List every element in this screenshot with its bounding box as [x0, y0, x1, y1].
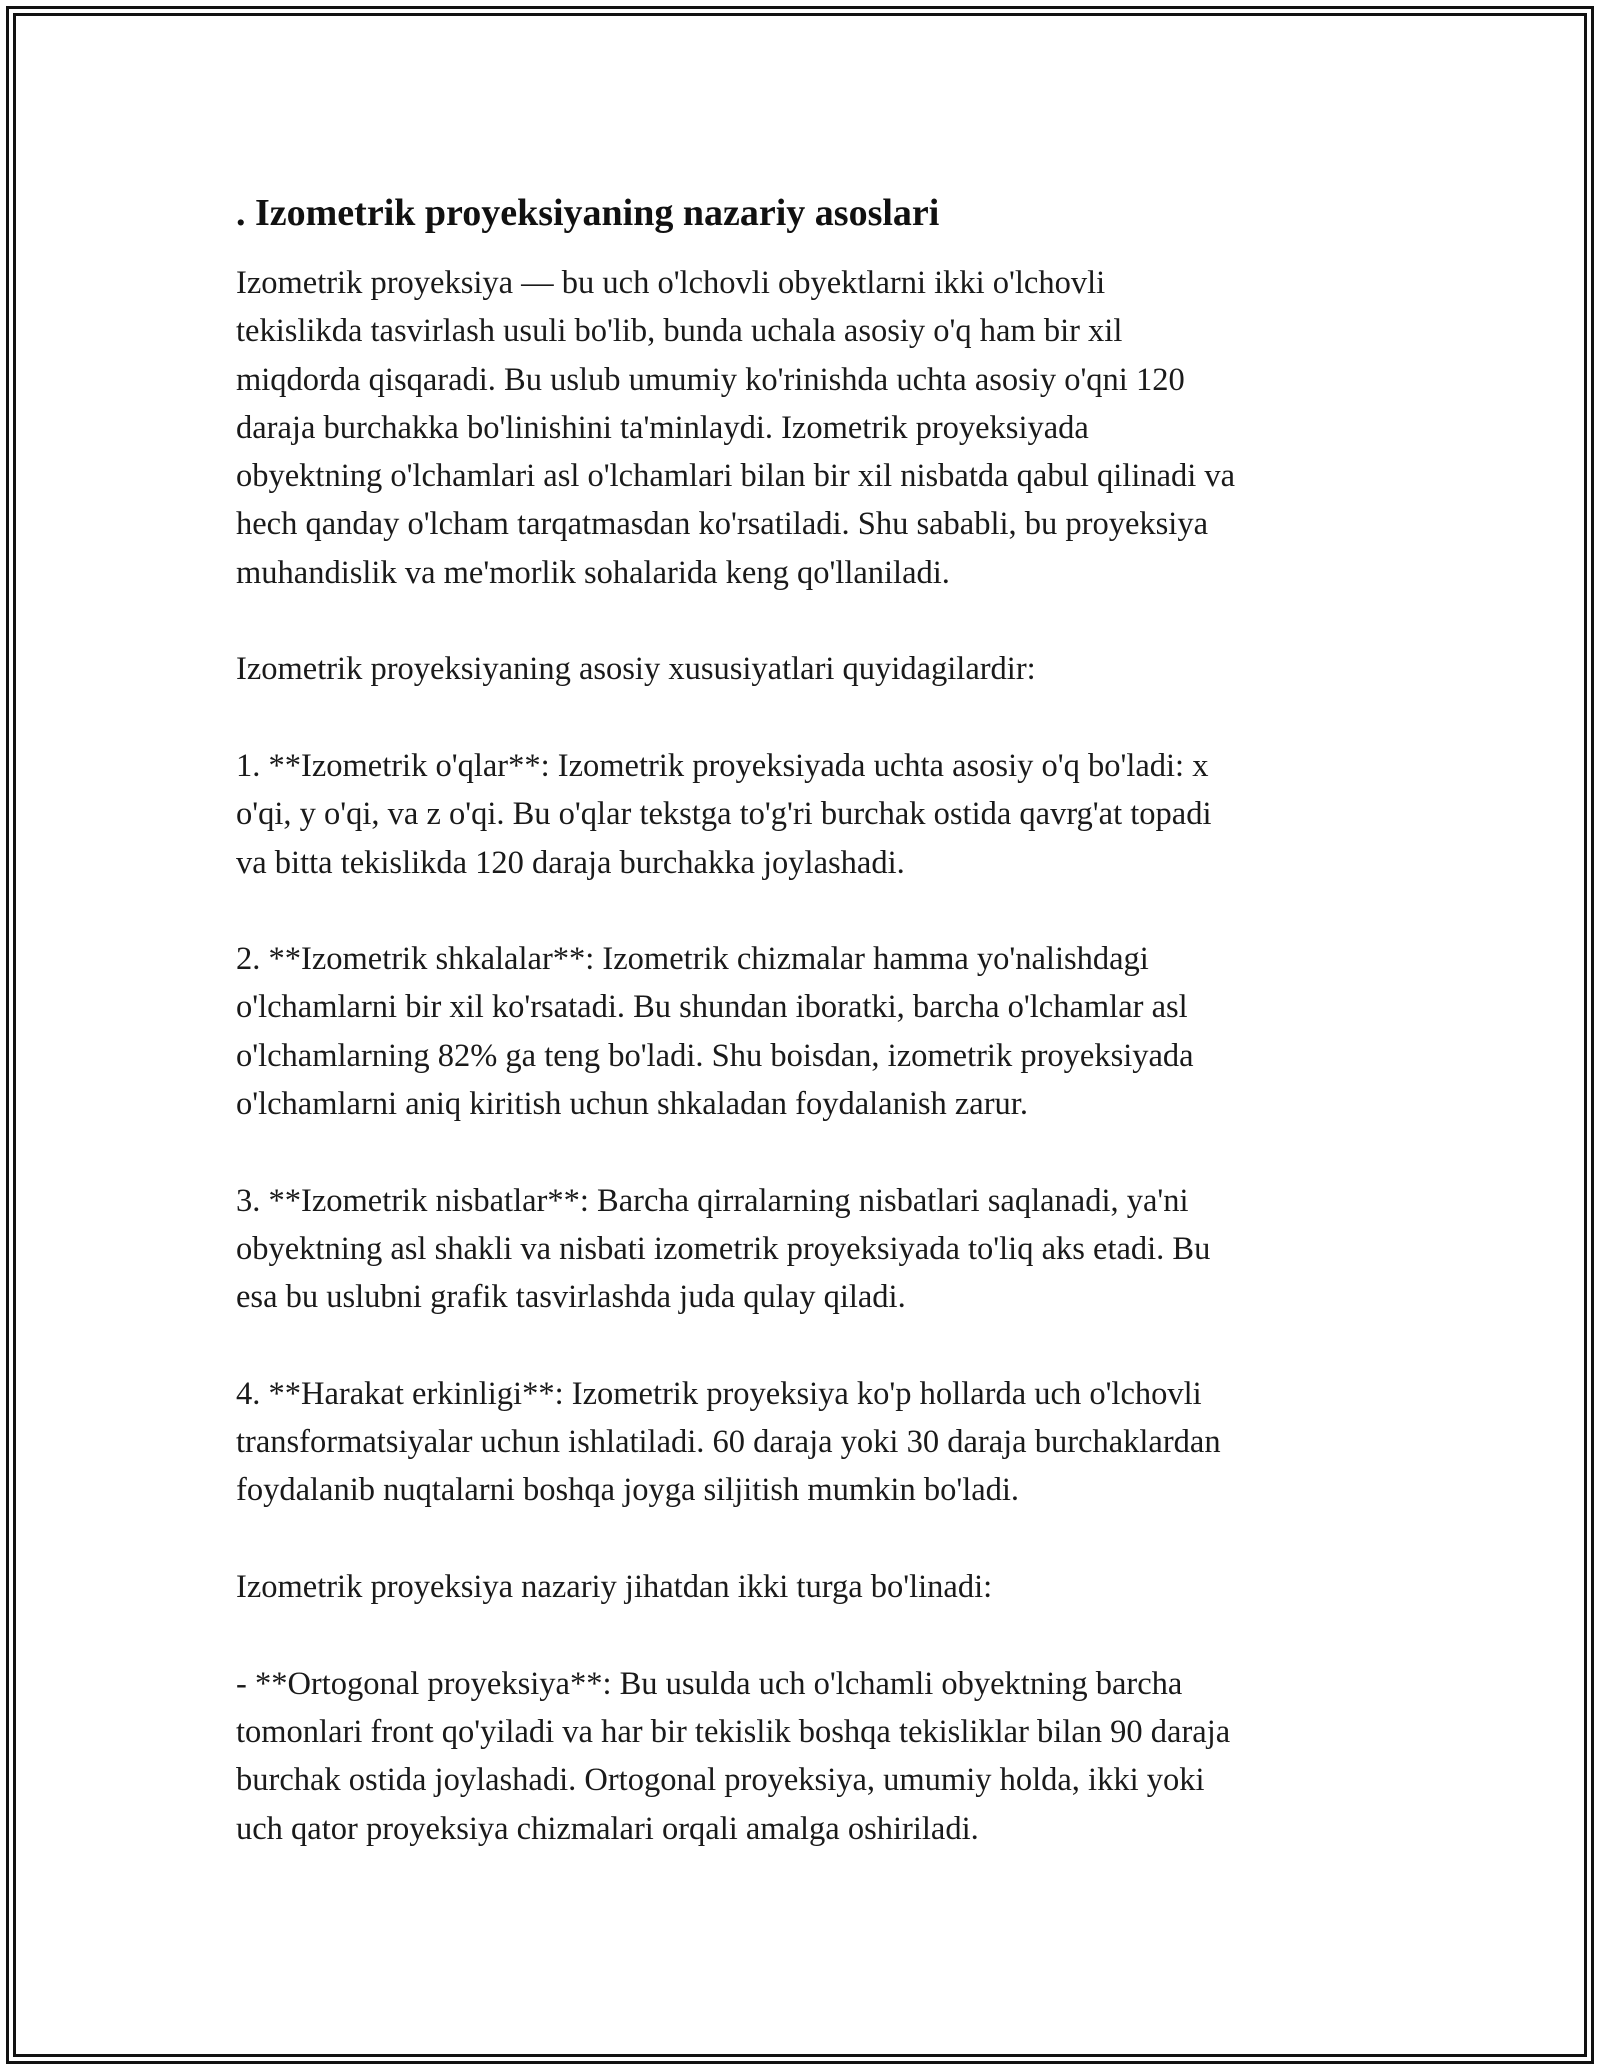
list-item-ortogonal-proyeksiya: - **Ortogonal proyeksiya**: Bu usulda uch o'lchamli obyektning barcha tomonlari front qo'yiladi va har bir tekislik boshqa tekisliklar bilan 90 daraja burchak ostida joylashadi. Ortogonal proyeksiya, umumiy holda, ikki yoki uch qator proyeksiya chizmalari orqali amalga oshiriladi. [236, 1665, 1231, 1847]
list-item-izometrik-oqlar: 1. **Izometrik o'qlar**: Izometrik proyeksiyada uchta asosiy o'q bo'ladi: x o'qi, y o'qi, va z o'qi. Bu o'qlar tekstga to'g'ri burchak ostida qavrg'at topadi va bitta tekislikda 120 daraja burchakka joylashadi. [236, 747, 1212, 881]
paragraph-types-lead: Izometrik proyeksiya nazariy jihatdan ikki turga bo'linadi: [236, 1569, 993, 1606]
paragraph-features-lead: Izometrik proyeksiyaning asosiy xususiyatlari quyidagilardir: [236, 651, 1036, 688]
paragraph-intro: Izometrik proyeksiya — bu uch o'lchovli obyektlarni ikki o'lchovli tekislikda tasvirlash usuli bo'lib, bunda uchala asosiy o'q ham bir xil miqdorda qisqaradi. Bu uslub umumiy ko'rinishda uchta asosiy o'qni 120 daraja burchakka bo'linishini ta'minlaydi. Izometrik proyeksiyada obyektning o'lchamlari asl o'lchamlari bilan bir xil nisbatda qabul qilinadi va hech qanday o'lcham tarqatmasdan ko'rsatiladi. Shu sababli, bu proyeksiya muhandislik va me'morlik sohalarida keng qo'llaniladi. [236, 265, 1236, 591]
document-title: . Izometrik proyeksiyaning nazariy asoslari [236, 192, 940, 234]
document-body [236, 185, 1376, 1853]
list-item-izometrik-nisbatlar: 3. **Izometrik nisbatlar**: Barcha qirralarning nisbatlari saqlanadi, ya'ni obyektning asl shakli va nisbati izometrik proyeksiyada to'liq aks etadi. Bu esa bu uslubni grafik tasvirlashda juda qulay qiladi. [236, 1182, 1211, 1316]
list-item-izometrik-shkalalar: 2. **Izometrik shkalalar**: Izometrik chizmalar hamma yo'nalishdagi o'lchamlarni bir xil ko'rsatadi. Bu shundan iboratki, barcha o'lchamlar asl o'lchamlarning 82% ga teng bo'ladi. Shu boisdan, izometrik proyeksiyada o'lchamlarni aniq kiritish uchun shkaladan foydalanish zarur. [236, 941, 1194, 1123]
list-item-harakat-erkinligi: 4. **Harakat erkinligi**: Izometrik proyeksiya ko'p hollarda uch o'lchovli transformatsiyalar uchun ishlatiladi. 60 daraja yoki 30 daraja burchaklardan foydalanib nuqtalarni boshqa joyga siljitish mumkin bo'ladi. [236, 1375, 1221, 1509]
